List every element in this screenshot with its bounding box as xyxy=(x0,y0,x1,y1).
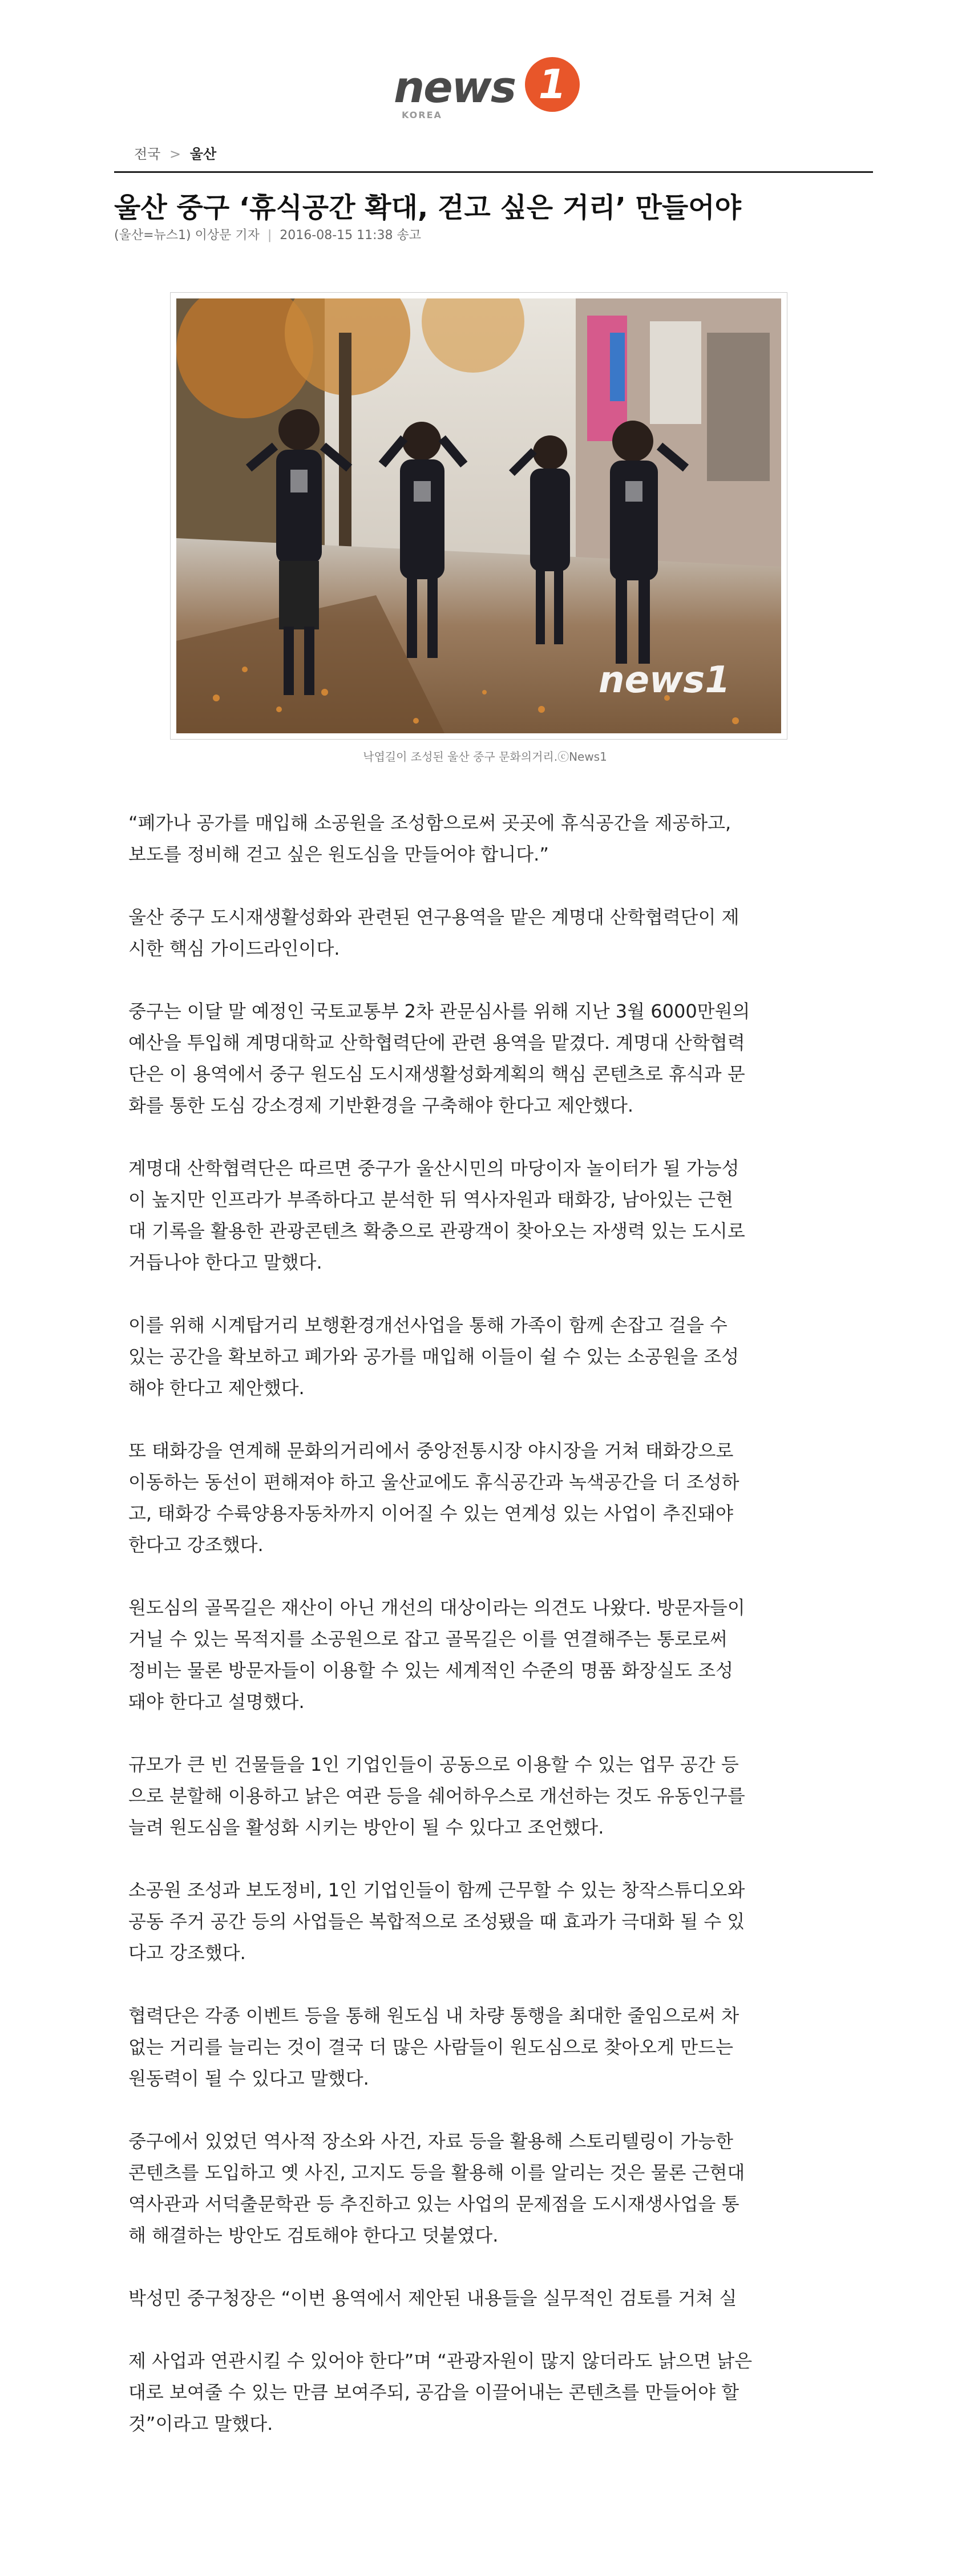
article-paragraph-line: 있는 공간을 확보하고 폐가와 공가를 매입해 이들이 쉴 수 있는 소공원을 조성 xyxy=(128,1346,739,1367)
article-paragraph-line: 중구는 이달 말 예정인 국토교통부 2차 관문심사를 위해 지난 3월 6000만원의 xyxy=(128,1000,750,1022)
article-paragraph-line: 단은 이 용역에서 중구 원도심 도시재생활성화계획의 핵심 콘텐츠로 휴식과 문 xyxy=(128,1063,745,1085)
article-paragraph-line: 정비는 물론 방문자들이 이용할 수 있는 세계적인 수준의 명품 화장실도 조성 xyxy=(128,1660,733,1681)
article-paragraph-line: 늘려 원도심을 활성화 시키는 방안이 될 수 있다고 조언했다. xyxy=(128,1816,604,1838)
article-paragraph-line: “폐가나 공가를 매입해 소공원을 조성함으로써 곳곳에 휴식공간을 제공하고, xyxy=(128,812,731,834)
article-paragraph-line: 돼야 한다고 설명했다. xyxy=(128,1691,305,1713)
logo-wordmark: news xyxy=(394,62,516,112)
article-paragraph-line: 협력단은 각종 이벤트 등을 통해 원도심 내 차량 통행을 최대한 줄임으로써 차 xyxy=(128,2005,739,2026)
article-paragraph-line: 대 기록을 활용한 관광콘텐츠 확충으로 관광객이 찾아오는 자생력 있는 도시로 xyxy=(128,1220,745,1242)
article-paragraph-line: 한다고 강조했다. xyxy=(128,1534,264,1556)
article-paragraph-line: 또 태화강을 연계해 문화의거리에서 중앙전통시장 야시장을 거쳐 태화강으로 xyxy=(128,1440,734,1461)
article-paragraph-line: 해 해결하는 방안도 검토해야 한다고 덧붙였다. xyxy=(128,2224,499,2246)
article-paragraph-line: 소공원 조성과 보도정비, 1인 기업인들이 함께 근무할 수 있는 창작스튜디오와 xyxy=(128,1879,745,1901)
article-byline xyxy=(114,225,421,243)
article-paragraph-line: 으로 분할해 이용하고 낡은 여관 등을 쉐어하우스로 개선하는 것도 유동인구를 xyxy=(128,1785,745,1807)
article-headline: 울산 중구 ‘휴식공간 확대, 걷고 싶은 거리’ 만들어야 xyxy=(114,192,742,224)
article-paragraph-line: 예산을 투입해 계명대학교 산학협력단에 관련 용역을 맡겼다. 계명대 산학협력 xyxy=(128,1032,745,1053)
news1-logo[interactable] xyxy=(394,57,588,120)
article-paragraph-line: 콘텐츠를 도입하고 옛 사진, 고지도 등을 활용해 이를 알리는 것은 물론 근현대 xyxy=(128,2162,745,2183)
byline-author: (울산=뉴스1) 이상문 기자 xyxy=(114,228,260,243)
photo-caption: 낙엽길이 조성된 울산 중구 문화의거리.ⓒNews1 xyxy=(363,750,607,764)
logo-one-mark: 1 xyxy=(525,57,580,112)
article-paragraph-line: 보도를 정비해 걷고 싶은 원도심을 만들어야 합니다.” xyxy=(128,843,549,865)
logo-subtitle: KOREA xyxy=(402,110,442,120)
article-paragraph-line: 공동 주거 공간 등의 사업들은 복합적으로 조성됐을 때 효과가 극대화 될 수 있 xyxy=(128,1911,745,1932)
header-divider xyxy=(114,171,873,173)
article-body xyxy=(128,807,836,2440)
article-photo-frame xyxy=(170,292,787,740)
article-paragraph-line: 화를 통한 도심 강소경제 기반환경을 구축해야 한다고 제안했다. xyxy=(128,1095,634,1116)
article-paragraph-line: 고, 태화강 수륙양용자동차까지 이어질 수 있는 연계성 있는 사업이 추진돼야 xyxy=(128,1503,733,1524)
photo-watermark: news1 xyxy=(599,659,730,701)
article-paragraph-line: 제 사업과 연관시킬 수 있어야 한다”며 “관광자원이 많지 않더라도 낡으면 낡은 xyxy=(128,2350,753,2372)
article-paragraph-line: 없는 거리를 늘리는 것이 결국 더 많은 사람들이 원도심으로 찾아오게 만드는 xyxy=(128,2036,733,2058)
breadcrumb-separator: > xyxy=(169,146,181,162)
article-paragraph-line: 계명대 산학협력단은 따르면 중구가 울산시민의 마당이자 놀이터가 될 가능성 xyxy=(128,1157,739,1179)
article-paragraph-line: 해야 한다고 제안했다. xyxy=(128,1377,305,1399)
article-paragraph-line: 시한 핵심 가이드라인이다. xyxy=(128,938,340,959)
article-paragraph-line: 원도심의 골목길은 재산이 아닌 개선의 대상이라는 의견도 나왔다. 방문자들이 xyxy=(128,1597,745,1618)
article-paragraph-line: 거듭나야 한다고 말했다. xyxy=(128,1251,322,1273)
byline-separator: | xyxy=(267,228,272,243)
article-photo[interactable] xyxy=(176,298,781,733)
byline-date: 2016-08-15 11:38 송고 xyxy=(280,228,422,243)
breadcrumb xyxy=(134,143,216,163)
breadcrumb-current[interactable]: 울산 xyxy=(189,146,217,162)
article-paragraph-line: 울산 중구 도시재생활성화와 관련된 연구용역을 맡은 계명대 산학협력단이 제 xyxy=(128,906,739,928)
article-paragraph-line: 거닐 수 있는 목적지를 소공원으로 잡고 골목길은 이를 연결해주는 통로로써 xyxy=(128,1628,728,1650)
breadcrumb-home[interactable]: 전국 xyxy=(134,146,161,162)
article-paragraph-line: 것”이라고 말했다. xyxy=(128,2413,273,2434)
article-paragraph-line: 규모가 큰 빈 건물들을 1인 기업인들이 공동으로 이용할 수 있는 업무 공간 등 xyxy=(128,1754,739,1775)
article-paragraph-line: 이 높지만 인프라가 부족하다고 분석한 뒤 역사자원과 태화강, 남아있는 근현 xyxy=(128,1189,733,1210)
article-paragraph-line: 중구에서 있었던 역사적 장소와 사건, 자료 등을 활용해 스토리텔링이 가능한 xyxy=(128,2130,733,2152)
article-paragraph-line: 원동력이 될 수 있다고 말했다. xyxy=(128,2068,369,2089)
article-paragraph-line: 역사관과 서덕출문학관 등 추진하고 있는 사업의 문제점을 도시재생사업을 통 xyxy=(128,2193,739,2215)
article-paragraph-line: 대로 보여줄 수 있는 만큼 보여주되, 공감을 이끌어내는 콘텐츠를 만들어야 할 xyxy=(128,2381,739,2403)
article-paragraph-line: 다고 강조했다. xyxy=(128,1942,246,1964)
article-paragraph-line: 이를 위해 시계탑거리 보행환경개선사업을 통해 가족이 함께 손잡고 걸을 수 xyxy=(128,1314,728,1336)
article-paragraph-line: 박성민 중구청장은 “이번 용역에서 제안된 내용들을 실무적인 검토를 거쳐 실 xyxy=(128,2287,737,2309)
article-paragraph-line: 이동하는 동선이 편해져야 하고 울산교에도 휴식공간과 녹색공간을 더 조성하 xyxy=(128,1471,739,1493)
